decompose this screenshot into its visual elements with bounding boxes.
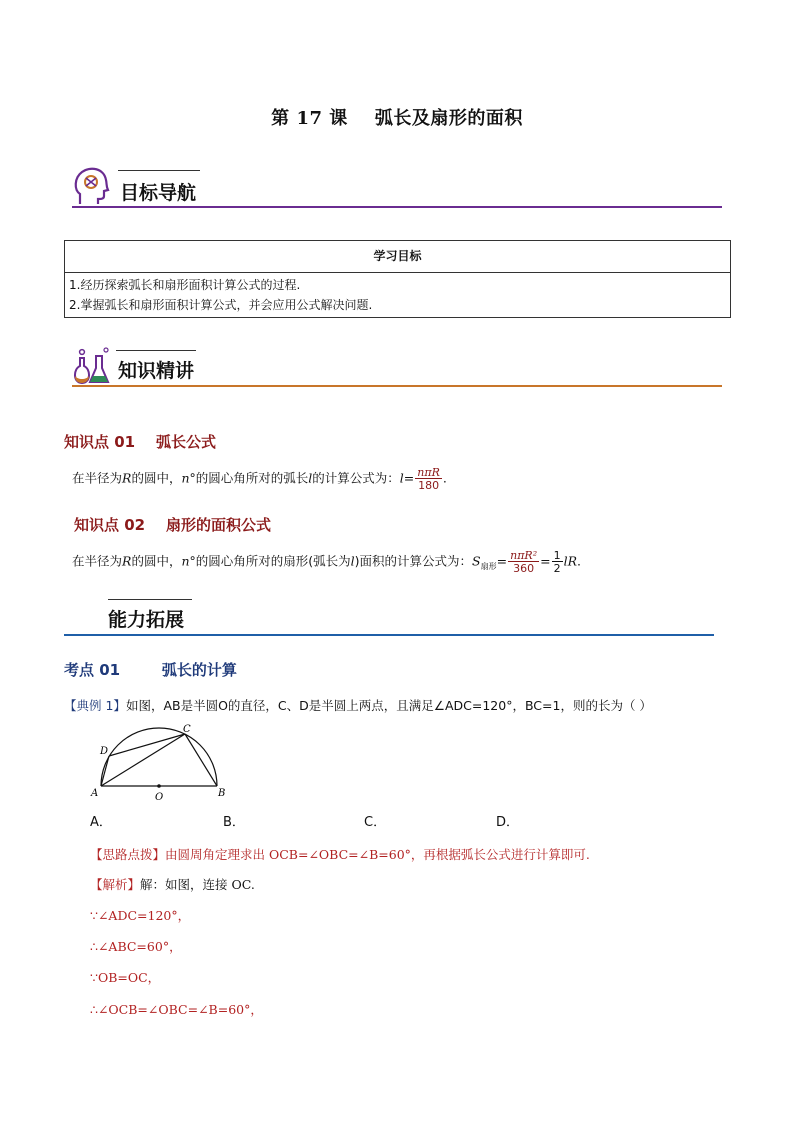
flask-icon — [72, 346, 112, 386]
sector-area-fraction — [508, 550, 539, 574]
section-heading-rule-top — [116, 350, 196, 351]
label-C: C — [183, 724, 191, 735]
analysis-text: 解：如图，连接 OC. — [140, 877, 255, 892]
goals-table-header: 学习目标 — [65, 241, 730, 273]
half-fraction — [552, 550, 563, 574]
solution-step: ∵OB=OC， — [90, 970, 161, 985]
exam-point-title: 考点 01 弧长的计算 — [64, 661, 237, 679]
section-divider — [72, 206, 722, 208]
text-fragment: 的圆中， — [131, 553, 182, 569]
section-heading-rule-top — [118, 170, 200, 171]
section-heading: 能力拓展 — [108, 609, 185, 631]
hint-text: 由圆周角定理求出 OCB=∠OBC=∠B=60°，再根据弧长公式进行计算即可. — [165, 847, 590, 862]
arc-length-formula-text — [72, 467, 447, 491]
text-fragment: 在半径为 — [72, 553, 123, 569]
subscript: 扇形 — [480, 562, 497, 571]
text-fragment: 的计算公式为： — [312, 470, 400, 486]
section-heading: 目标导航 — [120, 182, 197, 204]
fraction-numerator: nπR² — [510, 549, 538, 562]
option-b[interactable]: B． — [223, 815, 245, 830]
label-B: B — [218, 788, 226, 799]
example-question — [64, 696, 652, 714]
fraction-numerator: 1 — [553, 549, 561, 562]
variable: l — [350, 553, 355, 569]
text-fragment: °的圆心角所对的弧长 — [189, 470, 309, 486]
section-heading-rule-top — [108, 599, 192, 600]
solution-step: ∴∠ABC=60°， — [90, 939, 182, 954]
section-divider — [64, 634, 714, 636]
knowledge-point-title: 知识点 02 扇形的面积公式 — [74, 516, 271, 534]
text-fragment: = — [496, 553, 508, 569]
label-O: O — [155, 792, 164, 802]
text-fragment: . — [577, 553, 582, 569]
variable: R — [122, 553, 132, 569]
knowledge-point-title: 知识点 01 弧长公式 — [64, 433, 216, 451]
goal-item: 1.经历探索弧长和扇形面积计算公式的过程. — [69, 278, 301, 292]
section-heading: 知识精讲 — [118, 360, 195, 382]
text-fragment: 的圆中， — [131, 470, 182, 486]
formula-lhs: l= — [399, 470, 415, 486]
variable: n — [181, 470, 190, 486]
variable: n — [181, 553, 190, 569]
goals-table — [64, 240, 731, 318]
label-D: D — [100, 746, 109, 757]
sector-area-formula-text — [72, 550, 581, 574]
text-fragment: )面积的计算公式为： — [354, 553, 473, 569]
variable: lR — [563, 553, 578, 569]
solution-step: ∴∠OCB=∠OBC=∠B=60°， — [90, 1002, 263, 1017]
text-fragment: . — [442, 470, 447, 486]
semicircle-diagram — [88, 722, 228, 802]
option-c[interactable]: C． — [364, 815, 387, 830]
section-divider — [72, 385, 722, 387]
section-target-nav — [72, 164, 722, 210]
section-knowledge — [72, 346, 722, 388]
example-text: 如图，AB是半圆O的直径，C、D是半圆上两点，且满足∠ADC=120°，BC=1，则的长为（ ） — [125, 698, 652, 713]
section-ability — [64, 597, 714, 639]
solution-step: ∵∠ADC=120°， — [90, 908, 191, 923]
fraction-denominator: 180 — [418, 479, 440, 492]
example-tag: 【典例 1】 — [64, 698, 126, 713]
brain-head-icon — [72, 166, 110, 206]
fraction-denominator: 360 — [513, 562, 535, 575]
hint-line — [90, 845, 590, 863]
variable: l — [308, 470, 313, 486]
variable: R — [122, 470, 132, 486]
text-fragment: °的圆心角所对的扇形(弧长为 — [189, 553, 351, 569]
text-fragment: 在半径为 — [72, 470, 123, 486]
analysis-line — [90, 875, 255, 893]
option-a[interactable]: A． — [90, 815, 112, 830]
label-A: A — [91, 788, 99, 799]
fraction-denominator: 2 — [553, 562, 561, 575]
option-d[interactable]: D． — [496, 815, 520, 830]
page-title: 第 17 课 弧长及扇形的面积 — [271, 108, 523, 129]
fraction-numerator: nπR — [417, 466, 440, 479]
analysis-tag: 【解析】 — [90, 877, 141, 892]
hint-tag: 【思路点拨】 — [90, 847, 166, 862]
arc-length-fraction — [415, 467, 442, 491]
variable: S — [472, 553, 481, 569]
goal-item: 2.掌握弧长和扇形面积计算公式，并会应用公式解决问题. — [69, 298, 373, 312]
text-fragment: = — [540, 553, 551, 569]
